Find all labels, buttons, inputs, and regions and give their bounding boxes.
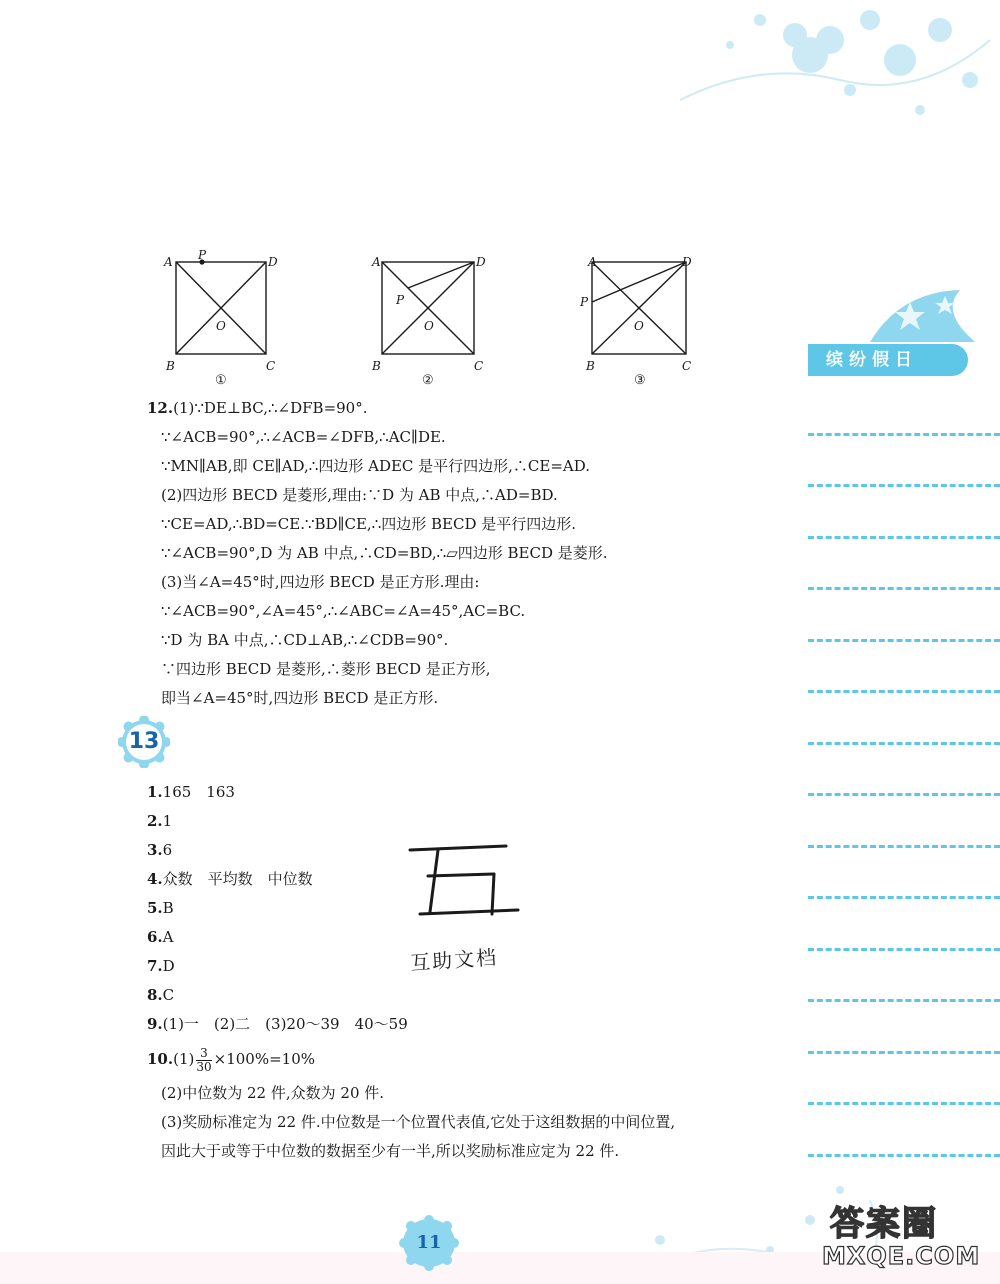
q12-line-11: 即当∠A=45°时,四边形 BECD 是正方形. bbox=[161, 689, 439, 707]
answer-item: 8.C bbox=[147, 986, 175, 1004]
notes-lines bbox=[808, 384, 1000, 1157]
fig2-label-O: O bbox=[424, 319, 434, 333]
q10-line-4: 因此大于或等于中位数的数据至少有一半,所以奖励标准应定为 22 件. bbox=[161, 1142, 620, 1160]
q12-line-1: (1)∵DE⊥BC,∴∠DFB=90°. bbox=[173, 399, 368, 417]
q12-line-7: (3)当∠A=45°时,四边形 BECD 是正方形.理由: bbox=[161, 573, 480, 591]
star-splash-icon bbox=[860, 282, 980, 352]
answer-item: 6.A bbox=[147, 928, 174, 946]
fig1-label-P: P bbox=[198, 250, 207, 262]
q12-line-2: ∵∠ACB=90°,∴∠ACB=∠DFB,∴AC∥DE. bbox=[161, 428, 446, 446]
fig3-label-B: B bbox=[586, 359, 595, 373]
page-number: 11 bbox=[416, 1232, 442, 1253]
fig1-label-B: B bbox=[166, 359, 175, 373]
answer-item: 1.165 163 bbox=[147, 783, 235, 801]
corner-watermark-url: MXQE.COM bbox=[822, 1242, 981, 1270]
answer-item: 9.(1)一 (2)二 (3)20～39 40～59 bbox=[147, 1015, 408, 1033]
fig1-label-A: A bbox=[164, 255, 173, 269]
corner-watermark-text: 答案圈 bbox=[830, 1204, 938, 1244]
answer-item: 4.众数 平均数 中位数 bbox=[147, 870, 313, 888]
q12-line-5: ∵CE=AD,∴BD=CE.∵BD∥CE,∴四边形 BECD 是平行四边形. bbox=[161, 515, 577, 533]
q12-number: 12. bbox=[147, 399, 174, 417]
section-number: 13 bbox=[128, 729, 160, 754]
geometry-figures bbox=[160, 250, 720, 390]
q10-line-2: (2)中位数为 22 件,众数为 20 件. bbox=[161, 1084, 385, 1102]
q12-line-10: ∵四边形 BECD 是菱形,∴菱形 BECD 是正方形, bbox=[161, 660, 491, 678]
sidebar-label: 缤纷假日 bbox=[808, 344, 968, 376]
fig3-caption: ③ bbox=[634, 373, 646, 388]
fig2-label-B: B bbox=[372, 359, 381, 373]
watermark-text: 互助文档 bbox=[409, 944, 499, 976]
floral-decoration-top bbox=[640, 0, 1000, 140]
fig3-label-D: D bbox=[682, 255, 692, 269]
q10-line-1: 10.(1) $\frac{3}{30}$ ×100%=10% bbox=[147, 1045, 316, 1074]
fraction: $\frac{3}{30}$ bbox=[196, 1045, 212, 1074]
fig2-label-P: P bbox=[396, 293, 405, 307]
corner-watermark bbox=[812, 1196, 1000, 1284]
fig1-caption: ① bbox=[215, 373, 227, 388]
fig1-label-O: O bbox=[216, 319, 226, 333]
answer-item: 5.B bbox=[147, 899, 174, 917]
fig2-label-A: A bbox=[372, 255, 381, 269]
fig2-label-D: D bbox=[476, 255, 486, 269]
answer-item: 2.1 bbox=[147, 812, 173, 830]
q12-line-4: (2)四边形 BECD 是菱形,理由:∵D 为 AB 中点,∴AD=BD. bbox=[161, 486, 558, 504]
fig3-label-C: C bbox=[682, 359, 692, 373]
answer-item: 7.D bbox=[147, 957, 175, 975]
q12-solution bbox=[147, 394, 767, 713]
q12-line-6: ∵∠ACB=90°,D 为 AB 中点,∴CD=BD,∴▱四边形 BECD 是菱形. bbox=[161, 544, 608, 562]
answer-item: 3.6 bbox=[147, 841, 173, 859]
fig3-label-A: A bbox=[588, 255, 597, 269]
q12-line-9: ∵D 为 BA 中点,∴CD⊥AB,∴∠CDB=90°. bbox=[161, 631, 449, 649]
fig3-label-O: O bbox=[634, 319, 644, 333]
fig1-label-C: C bbox=[266, 359, 276, 373]
fig3-label-P: P bbox=[580, 295, 589, 309]
q12-line-8: ∵∠ACB=90°,∠A=45°,∴∠ABC=∠A=45°,AC=BC. bbox=[161, 602, 526, 620]
q10-line-3: (3)奖励标准定为 22 件.中位数是一个位置代表值,它处于这组数据的中间位置, bbox=[161, 1113, 676, 1131]
fig1-label-D: D bbox=[268, 255, 278, 269]
fig2-label-C: C bbox=[474, 359, 484, 373]
fig2-caption: ② bbox=[422, 373, 434, 388]
q12-line-3: ∵MN∥AB,即 CE∥AD,∴四边形 ADEC 是平行四边形,∴CE=AD. bbox=[161, 457, 591, 475]
